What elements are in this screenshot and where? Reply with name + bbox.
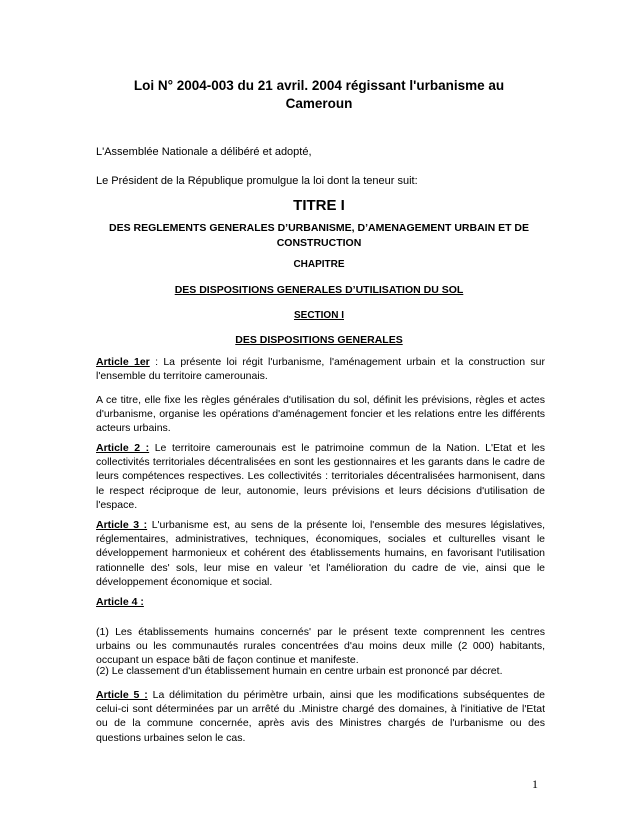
article-3-label: Article 3 : [96, 519, 148, 531]
document-title [96, 77, 542, 113]
intro-assembly: L'Assemblée Nationale a délibéré et adopté, [96, 146, 312, 158]
section-heading: SECTION I [293, 310, 344, 321]
article-2-text: Le territoire camerounais est le patrimoine commun de la Nation. L'Etat et les collectivités territoriales décentralisées en sont les gestionnaires et les garants dans le cadre de leurs compétences respectives. Les collectivités : territoriales décentralisées harmonisent, dans le respect réciproque de leur, autonomie, leurs prévisions et leurs décisions d'utilisation de l'espace. [96, 442, 545, 511]
article-4-paragraph-2: (2) Le classement d'un établissement humain en centre urbain est prononcé par décret. [96, 665, 503, 677]
article-2-label: Article 2 : [96, 442, 150, 454]
article-1 [96, 355, 545, 383]
article-5 [96, 688, 545, 745]
page-number: 1 [532, 777, 538, 791]
section-name: DES DISPOSITIONS GENERALES [235, 334, 403, 346]
intro-president: Le Président de la République promulgue la loi dont la teneur suit: [96, 175, 418, 187]
article-1-label: Article 1er [96, 356, 150, 368]
chapter-heading: CHAPITRE [293, 259, 345, 270]
titre-heading: TITRE I [293, 197, 345, 214]
document-title-line-1: Loi N° 2004-003 du 21 avril. 2004 régissant l'urbanisme au [133, 78, 505, 93]
article-4-heading [96, 595, 545, 609]
article-4-label: Article 4 : [96, 596, 144, 608]
article-5-label: Article 5 : [96, 689, 148, 701]
article-3-text: L'urbanisme est, au sens de la présente loi, l'ensemble des mesures législatives, réglementaires, administratives, techniques, économiques, sociales et culturelles visant le développement harmonieux et cohérent des établissements humains, en favorisant l'utilisation rationnelle des' sols, leur mise en valeur 'et l'amélioration du cadre de vie, ainsi que le développement économique et social. [96, 519, 545, 588]
titre-subtitle: DES REGLEMENTS GENERALES D’URBANISME, D’AMENAGEMENT URBAIN ET DE CONSTRUCTION [108, 222, 530, 249]
document-title-line-2: Cameroun [285, 96, 353, 111]
article-2 [96, 441, 545, 512]
article-3 [96, 518, 545, 589]
article-4-paragraph-1: (1) Les établissements humains concernés' par le présent texte comprennent les centres urbains ou les communautés rurales concentrées d'au moins deux mille (2 000) habitants, occupant un espace bâti de façon continue et manifeste. [96, 626, 545, 667]
chapter-name: DES DISPOSITIONS GENERALES D’UTILISATION DU SOL [174, 284, 464, 296]
article-5-text: La délimitation du périmètre urbain, ainsi que les modifications subséquentes de celui-ci sont déterminées par un arrêté du .Ministre chargé des domaines, à l'initiative de l'Etat ou de la commune concernée, après avis des Ministres chargés de l'urbanisme ou des questions urbaines selon le cas. [96, 689, 546, 744]
article-1-paragraph-2: A ce titre, elle fixe les règles générales d'utilisation du sol, définit les prévisions, règles et actes d'urbanisme, organise les opérations d'aménagement foncier et les relations entre les différents acteurs urbains. [96, 394, 545, 435]
article-1-text: : La présente loi régit l'urbanisme, l'aménagement urbain et la construction sur l'ensemble du territoire camerounais. [96, 356, 545, 383]
